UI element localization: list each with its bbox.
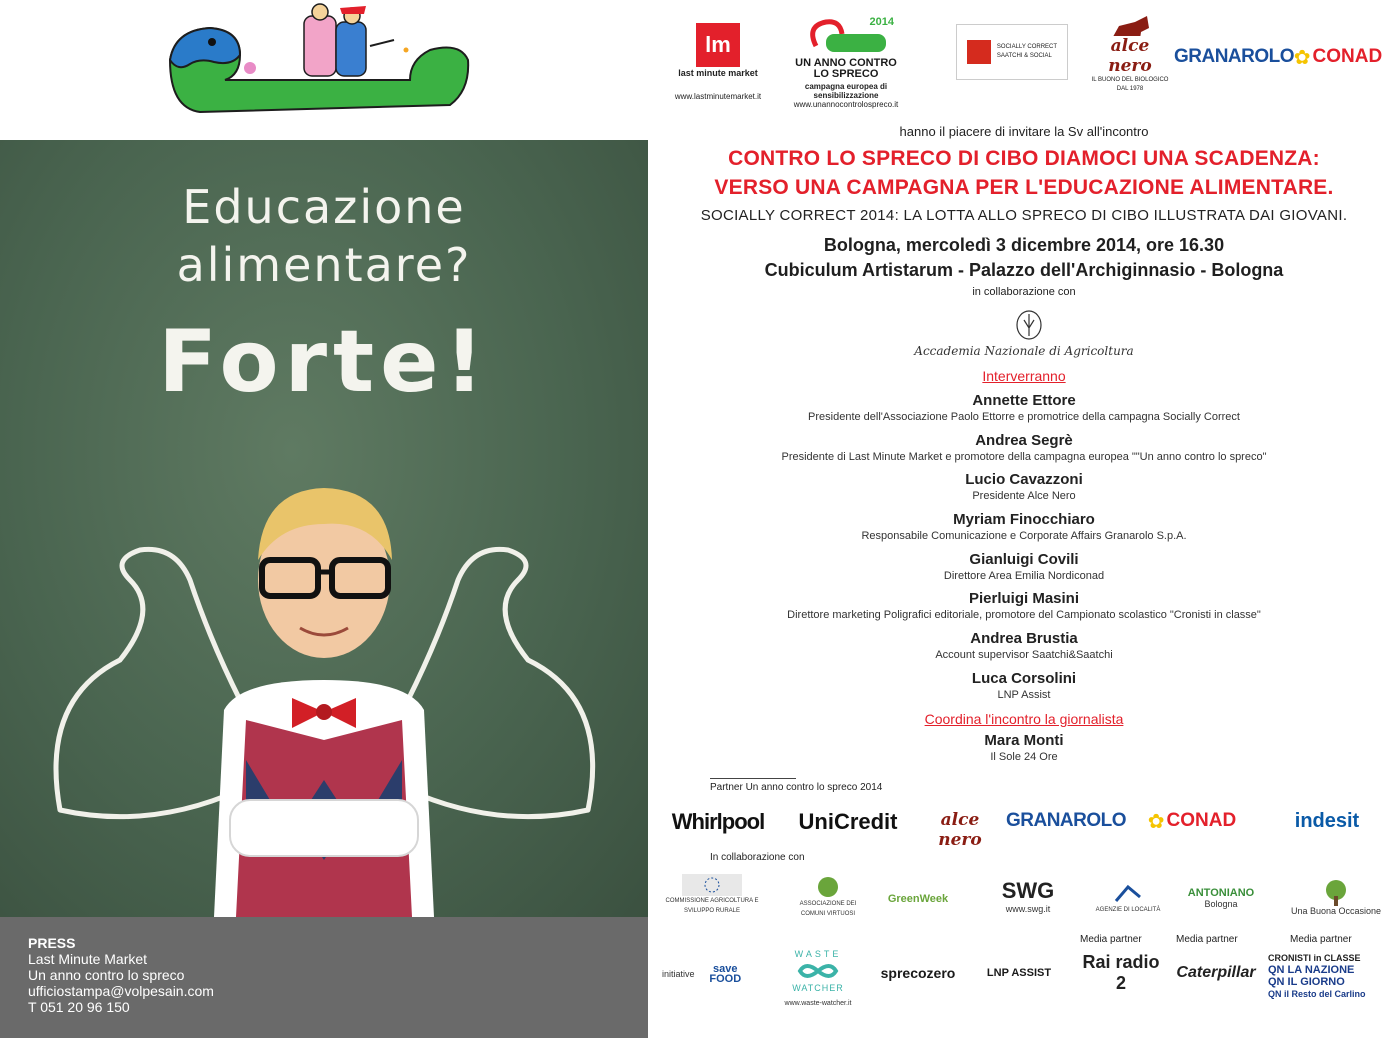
speaker-role: Account supervisor Saatchi&Saatchi: [935, 649, 1113, 662]
speaker-role: Presidente di Last Minute Market e promotore della campagna europea ""Un anno contro lo spreco": [781, 450, 1267, 463]
lm-mark: lm: [696, 23, 740, 67]
collab-partners-label: In collaborazione con: [710, 852, 805, 863]
interverranno-label: Interverranno: [982, 368, 1066, 384]
conad-partner-text: CONAD: [1166, 810, 1237, 831]
conad-flower-icon: ✿: [1293, 46, 1311, 69]
media-partner-label-1: Media partner: [1080, 934, 1142, 945]
media-partner-label-2: Media partner: [1176, 934, 1238, 945]
speaker-role: Responsabile Comunicazione e Corporate Affairs Granarolo S.p.A.: [861, 530, 1187, 543]
granarolo-partner-logo: GRANAROLO: [1005, 810, 1127, 831]
granarolo-text: GRANAROLO: [1173, 46, 1295, 67]
caterpillar-logo: Caterpillar: [1176, 964, 1256, 981]
speaker-name: Lucio Cavazzoni: [965, 471, 1083, 489]
speakers-list: [648, 392, 1400, 771]
socially-correct-logo: [956, 24, 1068, 80]
unicredit-logo: UniCredit: [798, 809, 898, 834]
buona-occasione-text: Una Buona Occasione: [1290, 906, 1382, 916]
swg-logo: [978, 876, 1078, 916]
swg-url[interactable]: www.swg.it: [1005, 904, 1051, 914]
unanno-year: 2014: [869, 15, 894, 28]
conad-flower-icon: ✿: [1147, 810, 1165, 833]
rai-radio2-logo: Rai radio 2: [1082, 952, 1160, 993]
accademia-name: Accademia Nazionale di Agricoltura: [914, 344, 1134, 358]
socially-left: SOCIALLY CORRECT: [996, 44, 1058, 50]
press-line: Last Minute Market: [28, 951, 148, 967]
speaker: [648, 551, 1400, 591]
media-partner-label-3: Media partner: [1290, 934, 1352, 945]
commissione-agricoltura-logo: [664, 872, 760, 918]
event-venue: Cubiculum Artistarum - Palazzo dell'Archiginnasio - Bologna: [764, 260, 1284, 280]
alce-nero-horse-icon: [1105, 14, 1155, 36]
unanno-sub: campagna europea di sensibilizzazione: [804, 81, 888, 100]
conad-partner-logo: [1138, 806, 1246, 836]
accademia-crest-icon: [1014, 308, 1044, 342]
campaign-illustration: [0, 0, 648, 140]
speaker: [648, 471, 1400, 511]
speaker-role: Presidente dell'Associazione Paolo Ettorre e promotrice della campagna Socially Correct: [808, 411, 1240, 423]
alce-since: DAL 1978: [1116, 86, 1144, 92]
un-anno-contro-lo-spreco-logo: [776, 14, 916, 110]
speaker: [648, 630, 1400, 670]
commissione-text: COMMISSIONE AGRICOLTURA E SVILUPPO RURALE: [665, 898, 759, 914]
subtitle: SOCIALLY CORRECT 2014: LA LOTTA ALLO SPRECO DI CIBO ILLUSTRATA DAI GIOVANI.: [700, 207, 1348, 224]
indesit-logo: indesit: [1294, 809, 1360, 832]
whirlpool-logo: Whirlpool: [671, 809, 765, 834]
tree-icon: [1322, 878, 1350, 906]
speaker: [648, 432, 1400, 472]
waste-watcher-logo: [768, 934, 868, 1024]
agenzie-text: AGENZIE DI LOCALITÀ: [1095, 907, 1161, 913]
speaker-name: Myriam Finocchiaro: [953, 511, 1095, 529]
right-panel: [648, 0, 1400, 1038]
antoniano-city: Bologna: [1204, 899, 1238, 909]
partner-label: Partner Un anno contro lo spreco 2014: [710, 782, 883, 793]
comuni-virtuosi-logo: [788, 874, 868, 920]
moderator-name: Mara Monti: [984, 731, 1064, 749]
press-contact: [0, 917, 648, 1038]
speaker-role: Presidente Alce Nero: [972, 490, 1076, 503]
agenzie-logo: [1088, 874, 1168, 920]
press-heading: PRESS: [28, 935, 76, 951]
speaker: [648, 511, 1400, 551]
qn-carlino: QN il Resto del Carlino: [1268, 989, 1366, 999]
lm-name: last minute market: [678, 68, 758, 78]
alce-name: alce nero: [1108, 36, 1152, 76]
moderator-role: Il Sole 24 Ore: [990, 750, 1058, 763]
title-line-1: CONTRO LO SPRECO DI CIBO DIAMOCI UNA SCADENZA:: [728, 147, 1320, 170]
invite-line: hanno il piacere di invitare la Sv all'incontro: [899, 124, 1149, 139]
save-food-logo: [662, 954, 752, 994]
chalk-line-1: Educazione: [182, 180, 466, 234]
speaker-role: Direttore Area Emilia Nordiconad: [943, 569, 1105, 582]
title-line-2: VERSO UNA CAMPAGNA PER L'EDUCAZIONE ALIMENTARE.: [714, 176, 1334, 199]
alce-nero-logo: [1090, 14, 1170, 94]
unanno-title2: LO SPRECO: [813, 67, 879, 80]
speaker: [648, 392, 1400, 432]
boy-illustration: [0, 140, 648, 917]
antoniano-logo: [1176, 878, 1266, 918]
watcher-text: WATCHER: [792, 983, 844, 993]
partners-section: [648, 778, 1400, 1038]
alce-nero-partner-logo: alce nero: [938, 810, 982, 850]
save-food-text: save FOOD: [709, 963, 742, 985]
lnp-assist-logo: LNP ASSIST: [986, 967, 1052, 979]
moderator: [648, 732, 1400, 772]
antoniano-text: ANTONIANO: [1187, 887, 1255, 899]
speaker: [648, 590, 1400, 630]
speaker-role: Direttore marketing Poligrafici editoriale, promotore del Campionato scolastico "Cronisti in classe": [787, 609, 1261, 622]
socially-right: SAATCHI & SOCIAL: [996, 53, 1052, 59]
qn-logos: [1268, 946, 1384, 1006]
press-phone: T 051 20 96 150: [28, 999, 130, 1015]
speaker: [648, 670, 1400, 710]
conad-text: CONAD: [1312, 46, 1383, 67]
unanno-url[interactable]: www.unannocontrolospreco.it: [793, 99, 899, 109]
top-logos: [672, 14, 1392, 114]
runner-icon: [1108, 879, 1148, 905]
alce-sub: IL BUONO DEL BIOLOGICO: [1091, 77, 1169, 83]
conad-logo: [1286, 42, 1390, 72]
chalk-line-2: alimentare?: [176, 238, 472, 292]
qn-nazione: QN LA NAZIONE: [1268, 964, 1355, 976]
partners-divider: [710, 778, 796, 779]
unanno-illustration: [796, 16, 896, 58]
comuni-text: ASSOCIAZIONE DEI COMUNI VIRTUOSI: [799, 901, 857, 917]
collab-label: in collaborazione con: [972, 286, 1076, 298]
swg-text: SWG: [1001, 878, 1055, 903]
greenweek-logo: GreenWeek: [887, 893, 949, 905]
eu-flag-icon: [682, 874, 742, 896]
event-date: Bologna, mercoledì 3 dicembre 2014, ore 16.30: [823, 235, 1225, 255]
lm-url[interactable]: www.lastminutemarket.it: [674, 92, 762, 101]
buona-occasione-logo: [1288, 874, 1384, 920]
waste-watcher-url[interactable]: www.waste-watcher.it: [784, 1000, 852, 1007]
chalkboard: [0, 140, 648, 917]
last-minute-market-logo: [672, 14, 764, 110]
granarolo-logo: [1173, 42, 1295, 72]
chalk-line-3: Forte!: [158, 312, 490, 412]
waste-text: WASTE: [794, 949, 842, 959]
speaker-name: Luca Corsolini: [971, 669, 1077, 687]
sprecozero-logo: sprecozero: [880, 965, 956, 981]
left-panel: [0, 0, 648, 1038]
socially-red-square: [967, 40, 991, 64]
speaker-name: Andrea Brustia: [970, 630, 1078, 648]
unanno-title1: UN ANNO CONTRO: [795, 56, 897, 69]
green-figure-illustration: [0, 0, 648, 140]
press-email[interactable]: ufficiostampa@volpesain.com: [28, 983, 214, 999]
speaker-name: Annette Ettore: [972, 392, 1076, 409]
coordina-label: Coordina l'incontro la giornalista: [924, 710, 1124, 727]
infinity-icon: [794, 959, 842, 983]
speaker-role: LNP Assist: [997, 688, 1051, 701]
speaker-name: Andrea Segrè: [975, 431, 1073, 449]
comuni-icon: [815, 875, 841, 899]
cronisti-text: CRONISTI in CLASSE: [1268, 953, 1361, 963]
speaker-name: Pierluigi Masini: [968, 590, 1080, 608]
qn-giorno: QN IL GIORNO: [1268, 976, 1345, 988]
speaker-name: Gianluigi Covili: [969, 550, 1079, 568]
press-line: Un anno contro lo spreco: [28, 967, 185, 983]
initiative-text: initiative: [662, 969, 695, 979]
